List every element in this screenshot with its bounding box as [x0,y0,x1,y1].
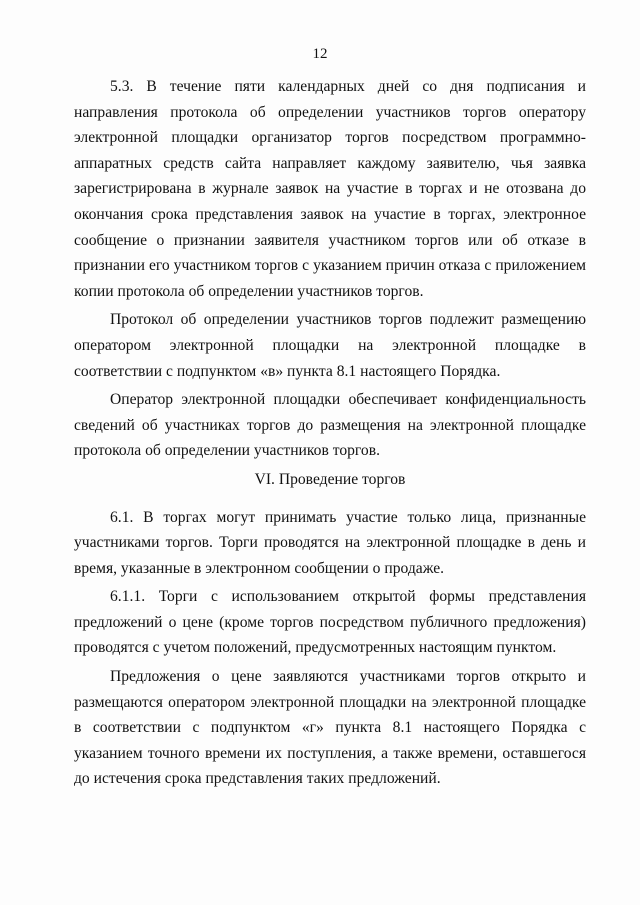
paragraph-confidentiality: Оператор электронной площадки обеспечивает конфиденциальность сведений об участниках торгов до размещения на электронной площадке протокола об определении участников торгов. [74,391,586,460]
paragraph-price-offers: Предложения о цене заявляются участниками торгов открыто и размещаются оператором электронной площадки на электронной площадке в соответствии с подпунктом «г» пункта 8.1 настоящего Порядка с указанием точного времени их поступления, а также времени, оставшегося до истечения срока представления таких предложений. [74,668,586,788]
document-body [74,74,586,792]
section-heading-vi: VI. Проведение торгов [254,470,406,488]
paragraph-5-3: 5.3. В течение пяти календарных дней со дня подписания и направления протокола об определении участников торгов оператору электронной площадки организатор торгов посредством программно-аппаратных средств сайта направляет каждому заявителю, чья заявка зарегистрирована в журнале заявок на участие в торгах и не отозвана до окончания срока представления заявок на участие в торгах, электронное сообщение о признании заявителя участником торгов или об отказе в признании его участником торгов с указанием причин отказа с приложением копии протокола об определении участников торгов. [74,78,586,300]
paragraph-6-1-1: 6.1.1. Торги с использованием открытой формы представления предложений о цене (кроме торгов посредством публичного предложения) проводятся с учетом положений, предусмотренных настоящим пунктом. [74,588,586,657]
paragraph-6-1: 6.1. В торгах могут принимать участие только лица, признанные участниками торгов. Торги проводятся на электронной площадке в день и время, указанные в электронном сообщении о продаже. [74,508,586,577]
page-number: 12 [312,46,328,62]
paragraph-protocol-placement: Протокол об определении участников торгов подлежит размещению оператором электронной площадки на электронной площадке в соответствии с подпунктом «в» пункта 8.1 настоящего Порядка. [74,311,586,380]
